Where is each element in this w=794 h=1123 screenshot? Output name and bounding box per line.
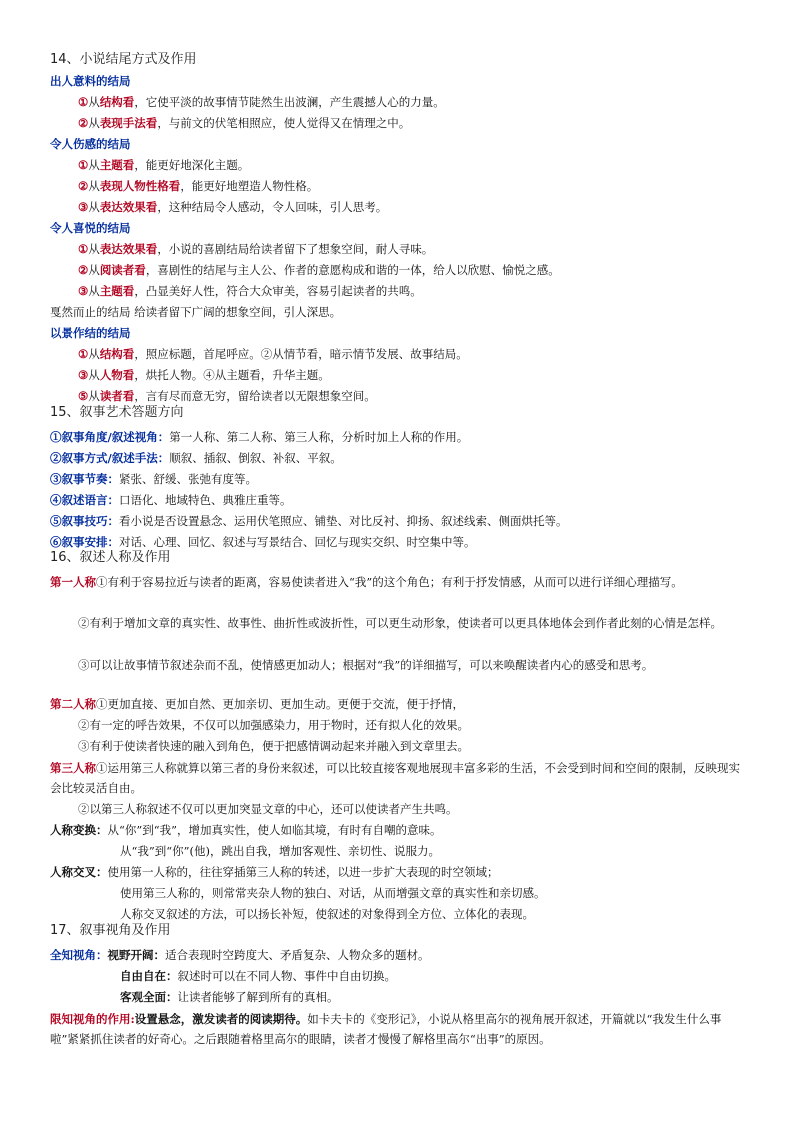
list-item: ③从主题看，凸显美好人性，符合大众审美，容易引起读者的共鸣。 [78, 284, 422, 298]
first-person-paragraph-3: ③可以让故事情节叙述杂而不乱，使情感更加动人；根据对“我”的详细描写，可以来唤醒读者内心的感受和思考。 [78, 658, 654, 672]
third-person-paragraph-1: 第三人称①运用第三人称就算以第三者的身份来叙述，可以比较直接客观地展现丰富多彩的生活，不会受到时间和空间的限制，反映现实会比较灵活自由。 [50, 761, 740, 795]
list-item: ①从结构看，照应标题，首尾呼应。②从情节看，暗示情节发展、故事结局。 [78, 347, 468, 361]
section-17-title: 17、叙事视角及作用 [50, 923, 171, 938]
heading-happy-ending: 令人喜悦的结局 [50, 221, 131, 235]
person-change-line-2: 从“我”到“你”(他)，跳出自我，增加客观性、亲切性、说服力。 [120, 844, 440, 858]
list-item: ③从表达效果看，这种结局令人感动，令人回味，引人思考。 [78, 200, 388, 214]
person-cross-line-1: 人称交叉：使用第一人称的，往往穿插第三人称的转述，以进一步扩大表现的时空领域； [50, 865, 499, 879]
heading-unexpected-ending: 出人意料的结局 [50, 74, 131, 88]
list-item: ③从人物看，烘托人物。④从主题看，升华主题。 [78, 368, 330, 382]
list-item: ①从主题看，能更好地深化主题。 [78, 158, 250, 172]
first-person-paragraph-1: 第一人称①有利于容易拉近与读者的距离，容易使读者进入“我”的这个角色；有利于抒发情感，从而可以进行详细心理描写。 [50, 575, 683, 589]
second-person-line-3: ③有利于使读者快速的融入到角色，便于把感情调动起来并融入到文章里去。 [78, 739, 469, 753]
limited-view-paragraph: 限知视角的作用:设置悬念，激发读者的阅读期待。如卡夫卡的《变形记》，小说从格里高尔的视角展开叙述，开篇就以“我发生什么事啦”紧紧抓住读者的好奇心。之后跟随着格里高尔的眼睛，读者才慢慢了解格里高尔“出事”的原因。 [50, 1012, 722, 1046]
list-item: ①叙事角度/叙述视角：第一人称、第二人称、第三人称，分析时加上人称的作用。 [50, 430, 469, 444]
second-person-line-1: 第二人称①更加直接、更加自然、更加亲切、更加生动。更便于交流，便于抒情， [50, 697, 464, 711]
list-item: ①从表达效果看，小说的喜剧结局给读者留下了想象空间，耐人寻味。 [78, 242, 434, 256]
list-item: ②从阅读者看，喜剧性的结尾与主人公、作者的意愿构成和谐的一体，给人以欣慰、愉悦之感。 [78, 263, 560, 277]
person-cross-line-2: 使用第三人称的，则常常夹杂人物的独白、对话，从而增强文章的真实性和亲切感。 [120, 886, 546, 900]
omniscient-line-2: 自由自在：叙述时可以在不同人物、事件中自由切换。 [120, 969, 396, 983]
person-change-line-1: 人称变换：从“你”到“我”，增加真实性，使人如临其境，有时有自嘲的意味。 [50, 823, 442, 837]
list-item: ②叙事方式/叙述手法：顺叙、插叙、倒叙、补叙、平叙。 [50, 451, 342, 465]
section-14-title: 14、小说结尾方式及作用 [50, 52, 197, 67]
list-item: ④叙述语言：口语化、地域特色、典雅庄重等。 [50, 493, 292, 507]
list-item: ①从结构看，它使平淡的故事情节陡然生出波澜，产生震撼人心的力量。 [78, 95, 445, 109]
omniscient-line-3: 客观全面：让读者能够了解到所有的真相。 [120, 990, 339, 1004]
omniscient-line-1: 全知视角：视野开阔：适合表现时空跨度大、矛盾复杂、人物众多的题材。 [50, 948, 430, 962]
first-person-paragraph-2: ②有利于增加文章的真实性、故事性、曲折性或波折性，可以更生动形象，使读者可以更具体地体会到作者此刻的心情是怎样。 [78, 616, 722, 630]
abrupt-ending-line: 戛然而止的结局 给读者留下广阔的想象空间，引人深思。 [50, 305, 342, 319]
heading-sad-ending: 令人伤感的结局 [50, 137, 131, 151]
second-person-line-2: ②有一定的呼告效果，不仅可以加强感染力，用于物时，还有拟人化的效果。 [78, 718, 469, 732]
section-16-title: 16、叙述人称及作用 [50, 550, 171, 565]
list-item: ②从表现人物性格看，能更好地塑造人物性格。 [78, 179, 319, 193]
heading-scenery-ending: 以景作结的结局 [50, 326, 131, 340]
list-item: ③叙事节奏：紧张、舒缓、张弛有度等。 [50, 472, 257, 486]
section-15-title: 15、叙事艺术答题方向 [50, 405, 184, 420]
list-item: ②从表现手法看，与前文的伏笔相照应，使人觉得又在情理之中。 [78, 116, 411, 130]
person-cross-line-3: 人称交叉叙述的方法，可以扬长补短，使叙述的对象得到全方位、立体化的表现。 [120, 907, 534, 921]
list-item: ⑤叙事技巧：看小说是否设置悬念、运用伏笔照应、铺垫、对比反衬、抑扬、叙述线索、侧面烘托等。 [50, 514, 568, 528]
third-person-line-2: ②以第三人称叙述不仅可以更加突显文章的中心，还可以使读者产生共鸣。 [78, 802, 458, 816]
list-item: ⑥叙事安排：对话、心理、回忆、叙述与写景结合、回忆与现实交织、时空集中等。 [50, 535, 476, 549]
list-item: ⑤从读者看，言有尽而意无穷，留给读者以无限想象空间。 [78, 389, 376, 403]
